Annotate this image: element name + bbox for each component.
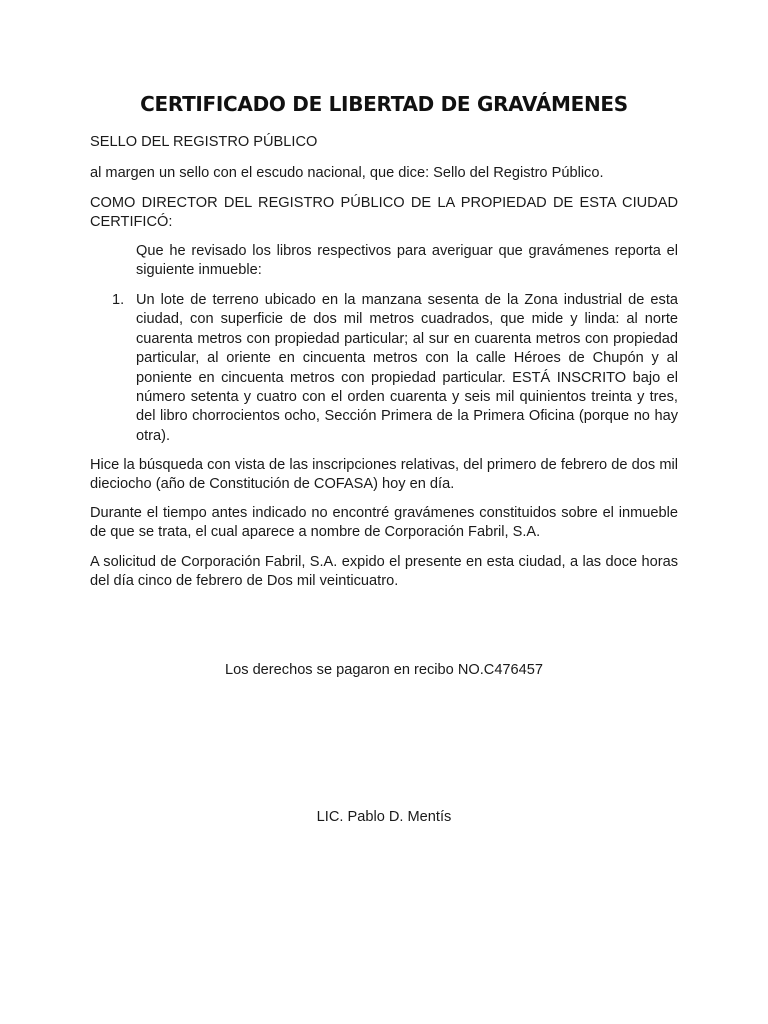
issuance-statement: A solicitud de Corporación Fabril, S.A. expido el presente en esta ciudad, a las doce horas del día cinco de febrero de Dos mil veinticuatro. xyxy=(90,554,678,590)
list-item-number: 1. xyxy=(112,292,125,308)
document-title: CERTIFICADO DE LIBERTAD DE GRAVÁMENES xyxy=(140,92,628,116)
list-item: Un lote de terreno ubicado en la manzana sesenta de la Zona industrial de esta ciudad, con superficie de dos mil metros cuadrados, que mide y linda: al norte cuarenta metros con propiedad particular; al sur en cuarenta metros con propiedad particular, al oriente en cincuenta metros con la calle Héroes de Chupón y al poniente en cincuenta metros con propiedad particular. ESTÁ INSCRITO bajo el número setenta y cuatro con el orden cuarenta y seis mil quinientos treinta y tres, del libro chorrocientos ocho, Sección Primera de la Primera Oficina (porque no hay otra). xyxy=(136,292,678,444)
fees-statement: Los derechos se pagaron en recibo NO.C476457 xyxy=(224,662,544,678)
review-statement: Que he revisado los libros respectivos para averiguar que gravámenes reporta el siguiente inmueble: xyxy=(136,243,678,279)
signatory-name: LIC. Pablo D. Mentís xyxy=(316,809,452,825)
seal-heading: SELLO DEL REGISTRO PÚBLICO xyxy=(90,134,318,150)
findings-statement: Durante el tiempo antes indicado no encontré gravámenes constituidos sobre el inmueble de que se trata, el cual aparece a nombre de Corporación Fabril, S.A. xyxy=(90,505,678,541)
search-statement: Hice la búsqueda con vista de las inscripciones relativas, del primero de febrero de dos mil dieciocho (año de Constitución de COFASA) hoy en día. xyxy=(90,457,678,493)
director-statement: COMO DIRECTOR DEL REGISTRO PÚBLICO DE LA PROPIEDAD DE ESTA CIUDAD CERTIFICÓ: xyxy=(90,195,678,231)
seal-note: al margen un sello con el escudo nacional, que dice: Sello del Registro Público. xyxy=(90,165,604,181)
